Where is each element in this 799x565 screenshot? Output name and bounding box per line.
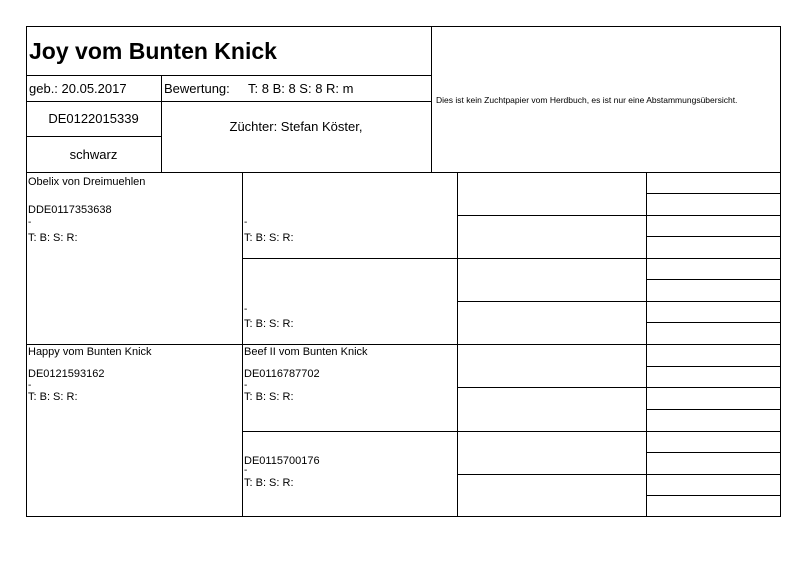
rating-value: T: 8 B: 8 S: 8 R: m [248,81,354,96]
dam-dash: - [28,380,32,391]
breeder: Züchter: Stefan Köster, [229,119,363,134]
header-line-3 [26,136,161,137]
gen1-split [26,344,781,345]
header-bottom-line [26,172,781,173]
gen3-split-3 [457,387,781,388]
dam-name: Happy vom Bunten Knick [28,346,152,358]
gen4-split-2 [646,236,781,237]
disclaimer: Dies ist kein Zuchtpapier vom Herdbuch, es ist nur eine Abstammungsübersicht. [436,95,738,105]
dam-sire-name: Beef II vom Bunten Knick [244,346,368,358]
coat-color: schwarz [69,147,118,162]
dam-dam-dash: - [244,465,248,476]
gen4-split-1 [646,193,781,194]
header-divider-right [431,26,432,172]
birth-date: geb.: 20.05.2017 [29,81,127,96]
gen3-split-4 [457,474,781,475]
gen4-split-3 [646,279,781,280]
sire-name: Obelix von Dreimuehlen [28,176,146,188]
dam-score: T: B: S: R: [28,391,78,403]
header-line-2 [26,101,431,102]
rating-label: Bewertung: [164,81,230,96]
gen4-split-8 [646,495,781,496]
dam-sire-dash: - [244,380,248,391]
sire-dam-dash: - [244,304,248,315]
sire-dash: - [28,217,32,228]
dam-reg: DE0121593162 [28,368,105,380]
header-line-1 [26,75,431,76]
registration-number: DE0122015339 [48,111,139,126]
sire-sire-score: T: B: S: R: [244,232,294,244]
gen2-split-lower [242,431,781,432]
gen3-split-1 [457,215,781,216]
dam-dam-reg: DE0115700176 [244,455,320,467]
gen4-split-4 [646,322,781,323]
sire-sire-dash: - [244,217,248,228]
gen2-split-upper [242,258,781,259]
sire-dam-score: T: B: S: R: [244,318,294,330]
gen4-split-6 [646,409,781,410]
sire-score: T: B: S: R: [28,232,78,244]
gen4-split-5 [646,366,781,367]
dog-name-title: Joy vom Bunten Knick [29,38,277,64]
gen3-split-2 [457,301,781,302]
dam-sire-score: T: B: S: R: [244,391,294,403]
sire-reg: DDE0117353638 [28,204,112,216]
dam-dam-score: T: B: S: R: [244,477,294,489]
dam-sire-reg: DE0116787702 [244,368,320,380]
gen4-split-7 [646,452,781,453]
